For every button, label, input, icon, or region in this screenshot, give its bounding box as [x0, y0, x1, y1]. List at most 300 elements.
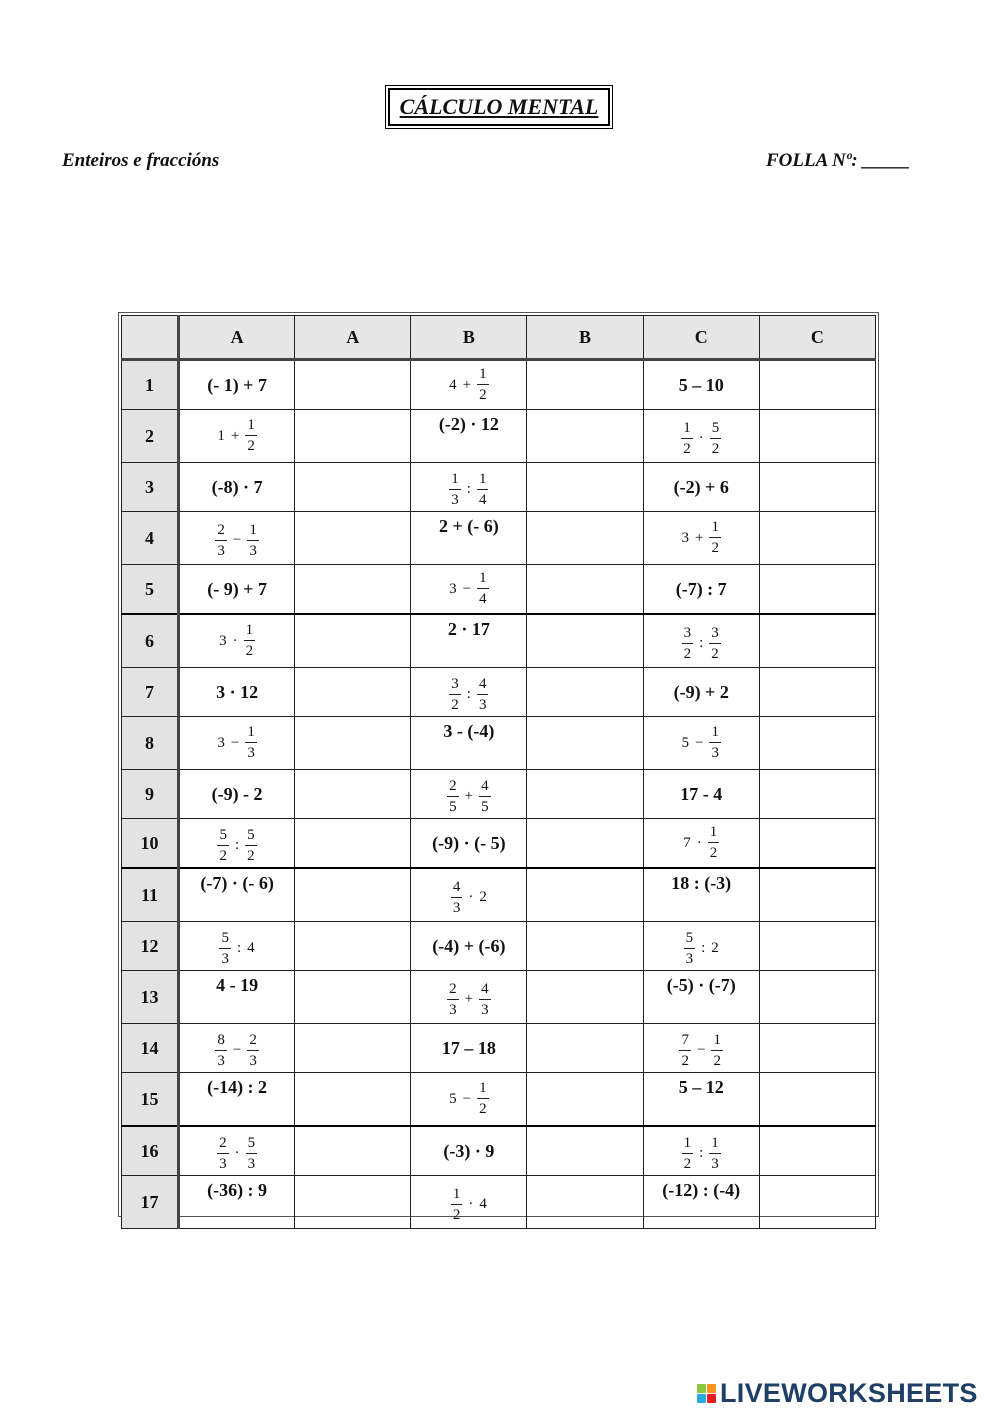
fraction	[682, 626, 694, 662]
fraction-expression	[447, 982, 490, 1018]
numerator: 5	[217, 828, 229, 846]
numerator: 8	[215, 1033, 227, 1051]
answer-field-b-7[interactable]	[527, 668, 643, 717]
table-row	[122, 819, 876, 869]
term: ·	[696, 834, 702, 851]
exercise-c-12	[643, 922, 759, 971]
term: :	[466, 686, 471, 702]
answer-field-c-14[interactable]	[759, 1024, 875, 1073]
term: +	[464, 788, 474, 804]
expression-text: (-9) + 2	[673, 681, 729, 702]
header-col-a-question: A	[179, 316, 295, 360]
fraction	[479, 982, 491, 1018]
row-number: 6	[122, 614, 179, 668]
term: −	[694, 734, 704, 751]
expression-text: (-2) · 12	[438, 414, 499, 434]
row-number: 9	[122, 770, 179, 819]
term: 4	[479, 1196, 487, 1212]
answer-field-b-9[interactable]	[527, 770, 643, 819]
expression-text: 4 - 19	[216, 975, 259, 995]
denominator: 3	[249, 542, 257, 559]
exercise-b-5	[411, 565, 527, 615]
exercise-c-5	[643, 565, 759, 615]
fraction	[477, 571, 489, 607]
term: −	[462, 580, 472, 597]
denominator: 2	[711, 540, 719, 556]
numerator: 4	[479, 779, 491, 797]
term: 4	[449, 376, 457, 393]
expression-text: (- 9) + 7	[207, 578, 267, 599]
fraction	[219, 931, 231, 967]
table-row	[122, 770, 876, 819]
denominator: 3	[711, 745, 719, 761]
fraction-expression	[217, 725, 256, 761]
numerator: 4	[477, 677, 489, 695]
term: 7	[683, 834, 691, 851]
exercise-c-4	[643, 512, 759, 565]
term: 3	[449, 580, 457, 597]
exercise-c-2	[643, 410, 759, 463]
answer-field-a-16[interactable]	[295, 1126, 411, 1176]
fraction	[479, 779, 491, 815]
liveworksheets-logo	[697, 1378, 978, 1409]
denominator: 3	[219, 1155, 227, 1172]
answer-field-a-3[interactable]	[295, 463, 411, 512]
numerator: 5	[245, 828, 257, 846]
fraction	[477, 472, 489, 508]
fraction-expression	[217, 418, 256, 454]
numerator: 1	[245, 418, 257, 436]
numerator: 1	[449, 472, 461, 490]
denominator: 2	[711, 645, 719, 662]
liveworksheets-brand: LIVEWORKSHEETS	[720, 1378, 978, 1408]
numerator: 1	[477, 472, 489, 490]
term: −	[230, 734, 240, 751]
numerator: 1	[244, 623, 256, 641]
table-row	[122, 463, 876, 512]
header-corner	[122, 316, 179, 360]
fraction-expression	[451, 880, 487, 916]
term: :	[236, 940, 242, 956]
exercise-c-13	[643, 971, 759, 1024]
denominator: 2	[247, 847, 255, 864]
term: 1	[217, 427, 225, 444]
exercise-b-4	[411, 512, 527, 565]
exercise-c-14	[643, 1024, 759, 1073]
numerator: 1	[709, 1136, 721, 1154]
fraction-expression	[681, 520, 720, 556]
fraction-expression	[682, 1136, 721, 1172]
expression-text: (-14) : 2	[207, 1077, 268, 1097]
denominator: 3	[247, 1155, 256, 1172]
fraction	[679, 1033, 691, 1069]
term: 3	[219, 632, 227, 649]
expression-text: 5 – 12	[678, 1077, 724, 1097]
answer-field-c-5[interactable]	[759, 565, 875, 615]
answer-field-a-2[interactable]	[295, 410, 411, 463]
numerator: 5	[684, 931, 696, 949]
term: −	[232, 532, 242, 548]
term: :	[466, 481, 471, 497]
logo-square-green	[697, 1384, 706, 1393]
denominator: 3	[217, 1052, 225, 1069]
exercise-c-17	[643, 1176, 759, 1229]
denominator: 5	[481, 798, 489, 815]
expression-text: 17 - 4	[680, 783, 723, 804]
exercise-a-1	[179, 360, 295, 410]
denominator: 2	[683, 645, 692, 662]
exercise-a-15	[179, 1073, 295, 1127]
term: :	[701, 940, 706, 956]
answer-field-b-13[interactable]	[527, 971, 643, 1024]
table-row	[122, 565, 876, 615]
fraction	[245, 418, 257, 454]
term: 2	[711, 940, 719, 956]
numerator: 1	[477, 1081, 489, 1099]
numerator: 1	[451, 1187, 463, 1205]
answer-field-a-14[interactable]	[295, 1024, 411, 1073]
logo-square-blue	[697, 1394, 706, 1403]
fraction-expression	[449, 677, 488, 713]
exercise-a-17	[179, 1176, 295, 1229]
fraction	[684, 931, 696, 967]
denominator: 3	[452, 899, 461, 916]
fraction	[709, 725, 721, 761]
row-number: 10	[122, 819, 179, 869]
fraction-expression	[679, 1033, 722, 1069]
answer-field-b-11[interactable]	[527, 868, 643, 922]
answer-field-c-4[interactable]	[759, 512, 875, 565]
expression-text: 2 · 17	[447, 619, 490, 639]
logo-square-red	[707, 1394, 716, 1403]
term: −	[232, 1042, 242, 1058]
answer-field-c-16[interactable]	[759, 1126, 875, 1176]
answer-field-a-1[interactable]	[295, 360, 411, 410]
exercise-a-2	[179, 410, 295, 463]
denominator: 3	[217, 542, 225, 559]
answer-field-b-10[interactable]	[527, 819, 643, 869]
fraction-expression	[681, 421, 721, 457]
exercise-b-12	[411, 922, 527, 971]
table-row	[122, 717, 876, 770]
logo-square-orange	[707, 1384, 716, 1393]
denominator: 2	[681, 1052, 689, 1069]
term: :	[699, 1145, 704, 1161]
fraction	[682, 1136, 694, 1172]
denominator: 2	[683, 1155, 692, 1172]
row-number: 3	[122, 463, 179, 512]
exercise-b-2	[411, 410, 527, 463]
denominator: 2	[247, 438, 255, 454]
answer-field-a-7[interactable]	[295, 668, 411, 717]
denominator: 2	[479, 1101, 487, 1117]
denominator: 2	[219, 847, 227, 864]
term: 2	[479, 889, 487, 905]
term: ·	[232, 632, 238, 649]
answer-field-c-13[interactable]	[759, 971, 875, 1024]
fraction-expression	[681, 725, 720, 761]
exercise-a-10	[179, 819, 295, 869]
row-number: 11	[122, 868, 179, 922]
denominator: 3	[711, 1155, 719, 1172]
answer-field-b-1[interactable]	[527, 360, 643, 410]
fraction-expression	[219, 931, 254, 967]
numerator: 2	[447, 779, 459, 797]
row-number: 17	[122, 1176, 179, 1229]
numerator: 1	[709, 520, 721, 538]
exercise-b-8	[411, 717, 527, 770]
table-row	[122, 868, 876, 922]
answer-field-a-11[interactable]	[295, 868, 411, 922]
fraction	[244, 623, 256, 659]
expression-text: (-2) + 6	[673, 476, 729, 497]
numerator: 2	[247, 1033, 259, 1051]
fraction	[247, 523, 259, 559]
numerator: 1	[477, 571, 489, 589]
expression-text: 3 · 12	[216, 681, 259, 702]
expression-text: 5 – 10	[678, 374, 724, 395]
expression-text: (-36) : 9	[207, 1180, 268, 1200]
exercise-b-7	[411, 668, 527, 717]
answer-field-a-10[interactable]	[295, 819, 411, 869]
answer-field-b-3[interactable]	[527, 463, 643, 512]
numerator: 1	[711, 1033, 723, 1051]
term: +	[230, 427, 240, 444]
exercise-c-7	[643, 668, 759, 717]
row-number: 4	[122, 512, 179, 565]
answer-field-c-17[interactable]	[759, 1176, 875, 1229]
term: ·	[468, 889, 474, 905]
row-number: 8	[122, 717, 179, 770]
denominator: 3	[478, 696, 487, 713]
answer-field-c-3[interactable]	[759, 463, 875, 512]
expression-text: (-3) · 9	[443, 1140, 495, 1161]
exercise-c-8	[643, 717, 759, 770]
term: ·	[234, 1145, 240, 1161]
answer-field-a-4[interactable]	[295, 512, 411, 565]
exercise-b-10	[411, 819, 527, 869]
exercise-b-14	[411, 1024, 527, 1073]
numerator: 1	[708, 825, 720, 843]
denominator: 2	[711, 440, 720, 457]
answer-field-c-6[interactable]	[759, 614, 875, 668]
answer-field-c-11[interactable]	[759, 868, 875, 922]
exercise-a-11	[179, 868, 295, 922]
numerator: 5	[246, 1136, 258, 1154]
table-row	[122, 1176, 876, 1229]
numerator: 7	[679, 1033, 691, 1051]
answer-field-b-2[interactable]	[527, 410, 643, 463]
answer-field-b-17[interactable]	[527, 1176, 643, 1229]
numerator: 2	[215, 523, 227, 541]
table-row	[122, 668, 876, 717]
denominator: 3	[249, 1052, 257, 1069]
answer-field-b-15[interactable]	[527, 1073, 643, 1127]
expression-text: (- 1) + 7	[207, 374, 267, 395]
answer-field-b-4[interactable]	[527, 512, 643, 565]
answer-field-c-8[interactable]	[759, 717, 875, 770]
table-row	[122, 614, 876, 668]
exercise-b-17	[411, 1176, 527, 1229]
exercise-c-10	[643, 819, 759, 869]
table-row	[122, 1024, 876, 1073]
answer-field-a-6[interactable]	[295, 614, 411, 668]
exercise-a-16	[179, 1126, 295, 1176]
denominator: 2	[683, 440, 691, 457]
numerator: 1	[709, 725, 721, 743]
numerator: 3	[709, 626, 721, 644]
denominator: 4	[479, 591, 487, 607]
fraction	[709, 1136, 721, 1172]
term: +	[694, 529, 704, 546]
term: 4	[247, 940, 255, 956]
expression-text: (-7) : 7	[675, 578, 727, 599]
fraction	[449, 677, 461, 713]
answer-field-a-13[interactable]	[295, 971, 411, 1024]
exercise-a-4	[179, 512, 295, 565]
answer-field-b-14[interactable]	[527, 1024, 643, 1073]
numerator: 1	[247, 523, 259, 541]
exercise-b-13	[411, 971, 527, 1024]
answer-field-a-17[interactable]	[295, 1176, 411, 1229]
term: 5	[449, 1090, 457, 1107]
exercise-b-6	[411, 614, 527, 668]
expression-text: (-9) - 2	[211, 783, 263, 804]
exercise-c-16	[643, 1126, 759, 1176]
term: :	[234, 837, 240, 853]
fraction-expression	[449, 1081, 488, 1117]
answer-field-a-15[interactable]	[295, 1073, 411, 1127]
fraction	[710, 421, 722, 457]
denominator: 2	[713, 1052, 721, 1069]
denominator: 2	[709, 845, 718, 861]
fraction-expression	[683, 825, 719, 861]
term: −	[462, 1090, 472, 1107]
exercise-b-16	[411, 1126, 527, 1176]
term: 5	[681, 734, 689, 751]
table-row	[122, 922, 876, 971]
exercise-c-11	[643, 868, 759, 922]
row-number: 7	[122, 668, 179, 717]
table-row	[122, 971, 876, 1024]
table-row	[122, 1126, 876, 1176]
exercise-c-15	[643, 1073, 759, 1127]
answer-field-b-16[interactable]	[527, 1126, 643, 1176]
fraction-expression	[217, 828, 256, 864]
answer-field-c-2[interactable]	[759, 410, 875, 463]
fraction-expression	[217, 1136, 257, 1172]
answer-field-a-8[interactable]	[295, 717, 411, 770]
answer-field-a-5[interactable]	[295, 565, 411, 615]
term: :	[699, 635, 704, 651]
row-number: 16	[122, 1126, 179, 1176]
expression-text: 2 + (- 6)	[439, 516, 499, 536]
numerator: 5	[219, 931, 231, 949]
expression-text: 18 : (-3)	[671, 873, 732, 893]
numerator: 4	[451, 880, 463, 898]
row-number: 13	[122, 971, 179, 1024]
numerator: 2	[217, 1136, 229, 1154]
exercise-a-13	[179, 971, 295, 1024]
fraction-expression	[215, 523, 258, 559]
fraction	[451, 1187, 463, 1223]
exercise-a-12	[179, 922, 295, 971]
exercise-a-14	[179, 1024, 295, 1073]
row-number: 1	[122, 360, 179, 410]
expression-text: (-12) : (-4)	[662, 1180, 741, 1200]
exercise-b-11	[411, 868, 527, 922]
denominator: 5	[449, 798, 457, 815]
fraction-expression	[684, 931, 719, 967]
fraction	[217, 828, 229, 864]
numerator: 3	[682, 626, 694, 644]
numerator: 3	[449, 677, 461, 695]
answer-field-b-12[interactable]	[527, 922, 643, 971]
exercise-c-1	[643, 360, 759, 410]
denominator: 2	[245, 643, 254, 659]
expression-text: (-9) · (- 5)	[432, 832, 506, 853]
fraction-expression	[447, 779, 490, 815]
denominator: 3	[481, 1001, 489, 1018]
numerator: 1	[245, 725, 257, 743]
denominator: 2	[479, 387, 487, 403]
page-title: CÁLCULO MENTAL	[388, 88, 610, 126]
fraction-expression	[449, 367, 488, 403]
answer-field-b-6[interactable]	[527, 614, 643, 668]
answer-field-c-1[interactable]	[759, 360, 875, 410]
numerator: 1	[477, 367, 489, 385]
exercise-a-7	[179, 668, 295, 717]
answer-field-b-5[interactable]	[527, 565, 643, 615]
exercise-b-15	[411, 1073, 527, 1127]
row-number: 12	[122, 922, 179, 971]
answer-field-b-8[interactable]	[527, 717, 643, 770]
numerator: 2	[447, 982, 459, 1000]
expression-text: 3 - (-4)	[443, 721, 495, 741]
answer-field-c-9[interactable]	[759, 770, 875, 819]
table-row	[122, 512, 876, 565]
term: 3	[217, 734, 225, 751]
fraction	[245, 725, 257, 761]
expression-text: (-7) · (- 6)	[200, 873, 274, 893]
term: 3	[681, 529, 689, 546]
denominator: 4	[478, 491, 487, 508]
term: ·	[468, 1196, 474, 1212]
answer-field-a-12[interactable]	[295, 922, 411, 971]
fraction	[711, 1033, 723, 1069]
answer-field-c-7[interactable]	[759, 668, 875, 717]
exercise-c-6	[643, 614, 759, 668]
liveworksheets-logo-icon	[697, 1384, 716, 1403]
answer-field-c-10[interactable]	[759, 819, 875, 869]
term: ·	[698, 430, 704, 446]
fraction	[247, 1033, 259, 1069]
term: +	[462, 376, 472, 393]
sheet-number-label: FOLLA Nº: _____	[766, 150, 910, 171]
row-number: 14	[122, 1024, 179, 1073]
answer-field-c-12[interactable]	[759, 922, 875, 971]
answer-field-a-9[interactable]	[295, 770, 411, 819]
fraction	[477, 677, 489, 713]
answer-field-c-15[interactable]	[759, 1073, 875, 1127]
table-header-row	[122, 316, 876, 360]
expression-text: (-4) + (-6)	[432, 935, 506, 956]
denominator: 3	[451, 491, 459, 508]
fraction-expression	[215, 1033, 258, 1069]
fraction	[447, 779, 459, 815]
denominator: 3	[449, 1001, 457, 1018]
exercise-c-9	[643, 770, 759, 819]
